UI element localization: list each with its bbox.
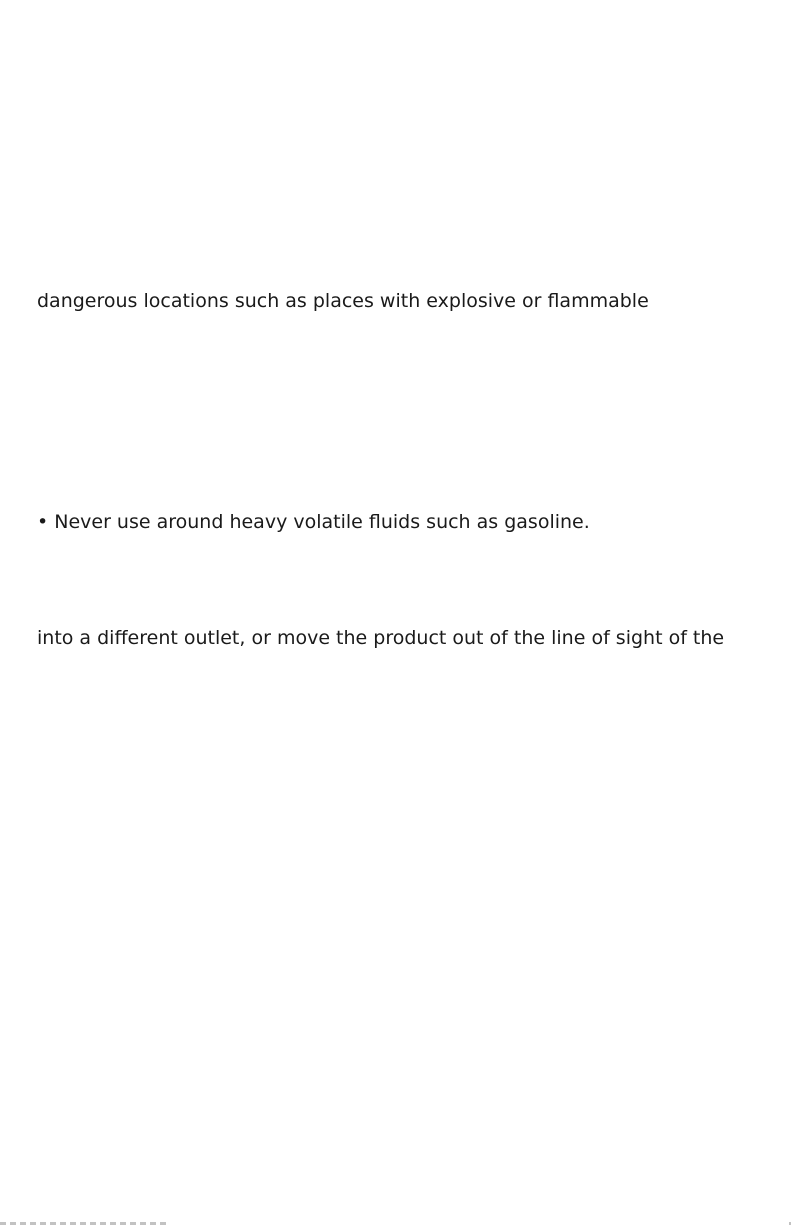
text-line-different-outlet: into a different outlet, or move the product out of the line of sight of the	[37, 627, 725, 649]
text-line-dangerous-locations: dangerous locations such as places with explosive or flammable	[37, 290, 649, 312]
bullet-text-volatile-fluids: • Never use around heavy volatile fluids such as gasoline.	[37, 511, 590, 533]
